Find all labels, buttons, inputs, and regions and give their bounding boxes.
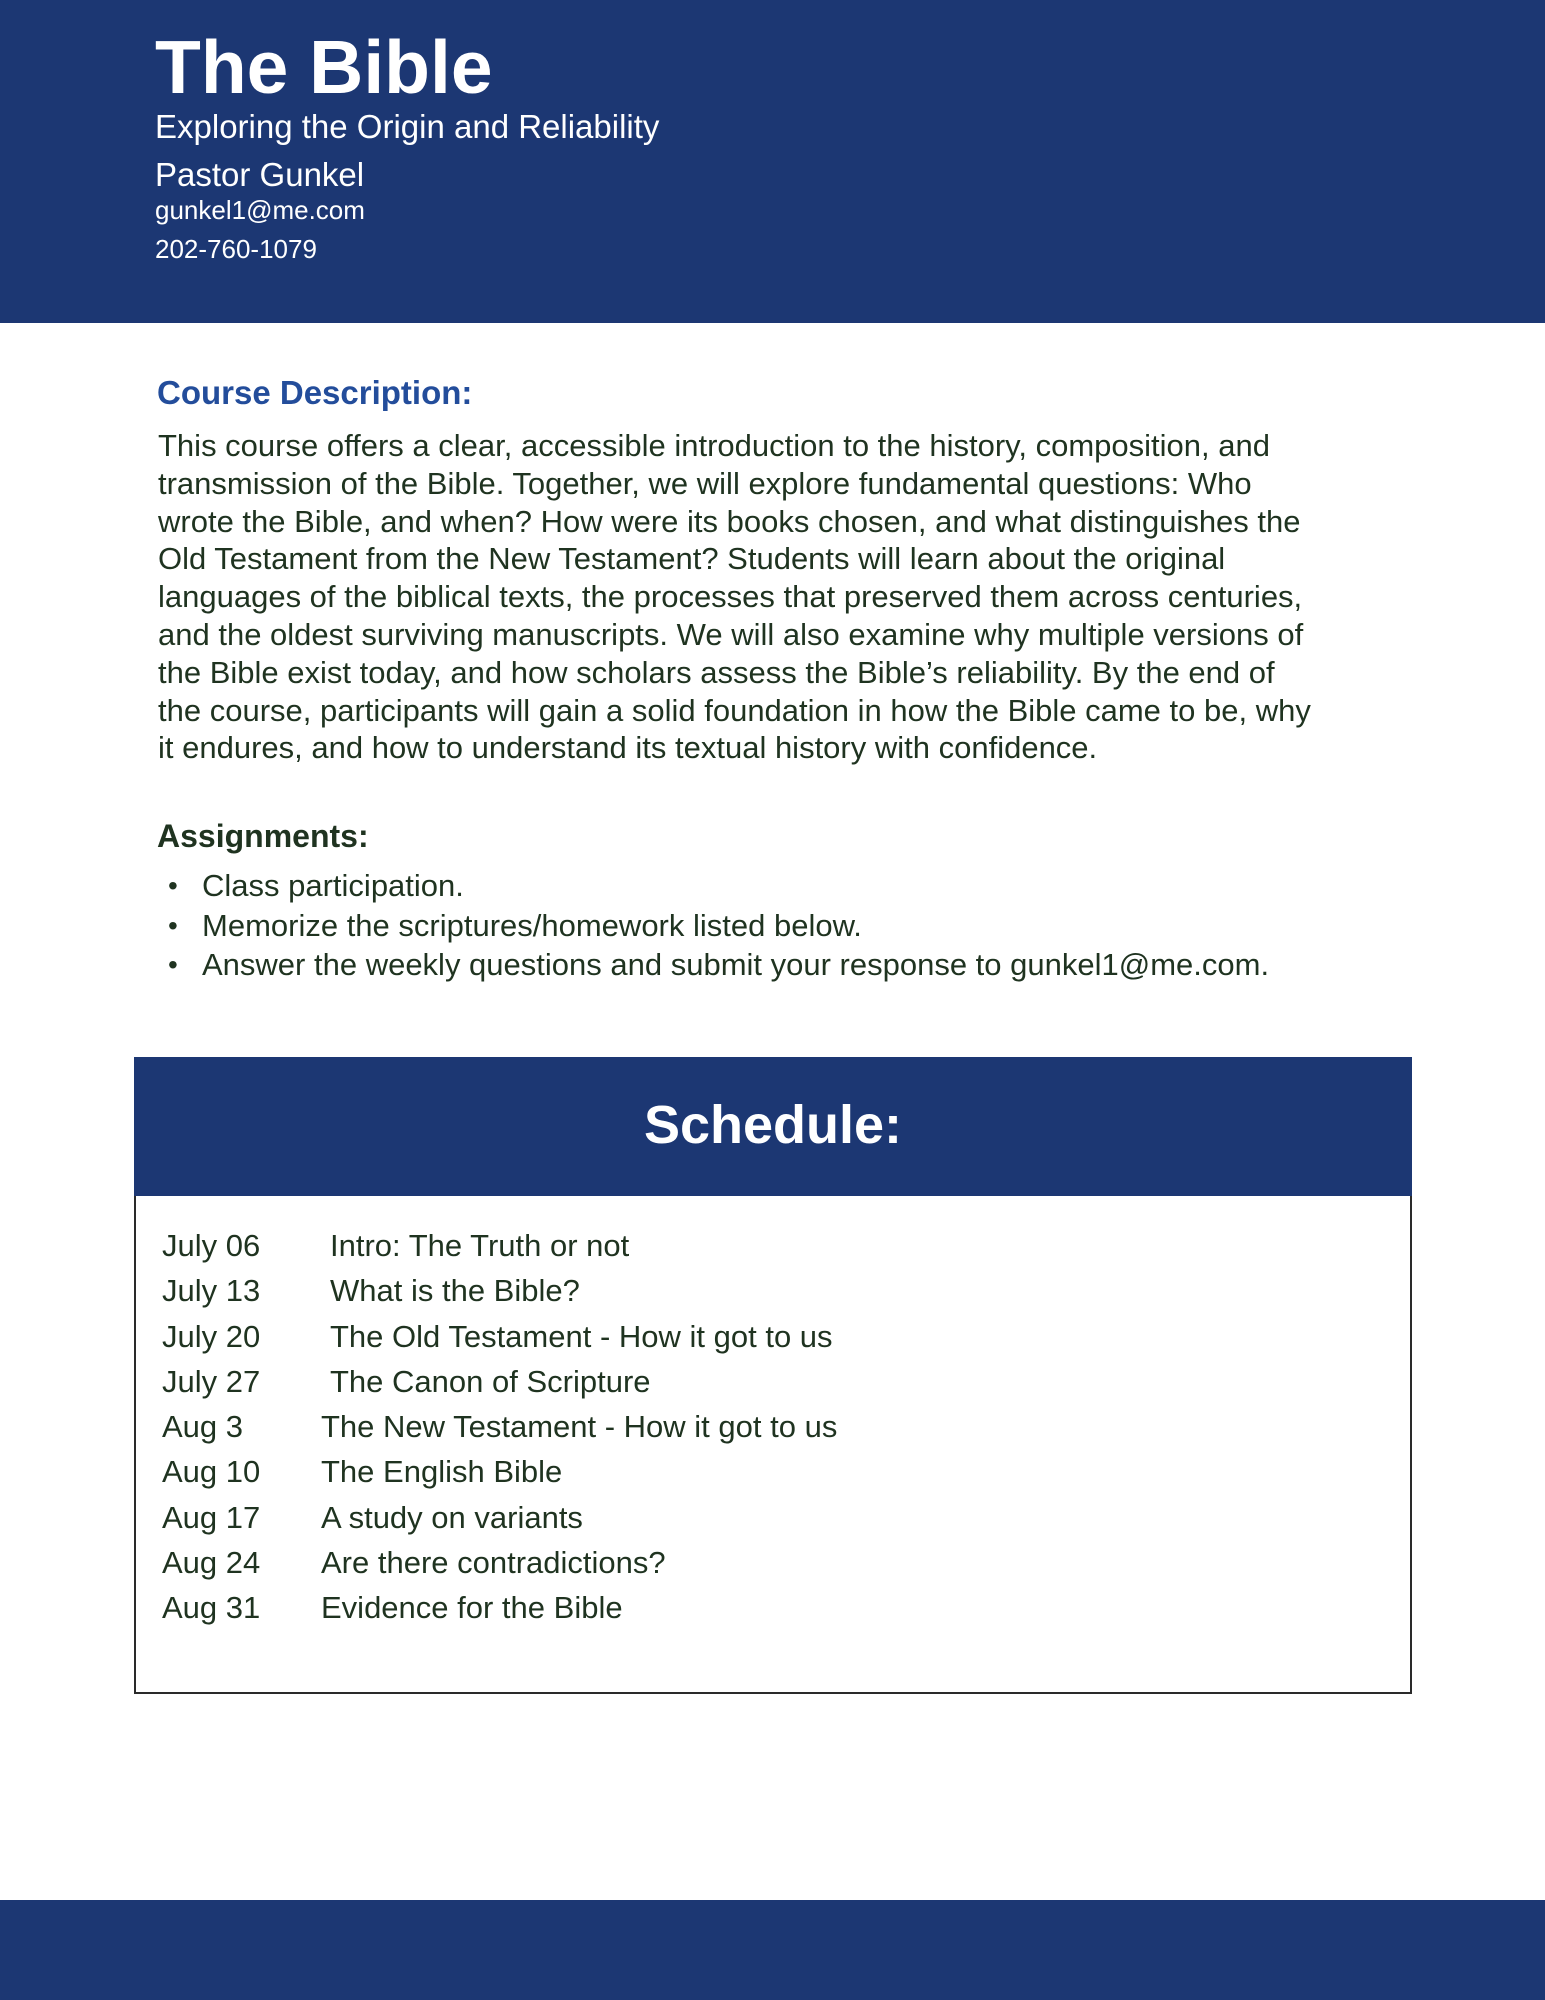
description-line: Old Testament from the New Testament? Students will learn about the original (158, 541, 1226, 577)
description-line: transmission of the Bible. Together, we will explore fundamental questions: Who (158, 465, 1252, 501)
schedule-topic: Are there contradictions? (321, 1545, 666, 1581)
description-line: This course offers a clear, accessible introduction to the history, composition, and (158, 428, 1270, 463)
instructor-email: gunkel1@me.com (155, 195, 365, 225)
assignments-heading: Assignments: (157, 818, 369, 854)
schedule-date: July 06 (162, 1228, 261, 1263)
schedule-topic: What is the Bible? (330, 1273, 580, 1309)
description-line: and the oldest surviving manuscripts. We will also examine why multiple versions of (158, 616, 1304, 652)
schedule-date: Aug 31 (162, 1590, 261, 1626)
instructor-name: Pastor Gunkel (155, 156, 365, 193)
schedule-topic: The Canon of Scripture (330, 1363, 651, 1399)
description-line: languages of the biblical texts, the processes that preserved them across centuries, (158, 579, 1303, 615)
bullet-icon: • (168, 909, 178, 941)
schedule-heading: Schedule: (134, 1057, 1412, 1196)
assignment-text: Answer the weekly questions and submit your response to gunkel1@me.com. (202, 947, 1270, 982)
schedule-topic: Intro: The Truth or not (330, 1228, 630, 1263)
header-band (0, 0, 1545, 323)
assignment-text: Memorize the scriptures/homework listed below. (202, 907, 862, 943)
description-line: the Bible exist today, and how scholars assess the Bible’s reliability. By the end of (158, 654, 1275, 690)
instructor-phone: 202-760-1079 (155, 234, 317, 264)
course-description-body (158, 427, 1398, 767)
schedule-topic: Evidence for the Bible (321, 1590, 623, 1626)
page-title: The Bible (155, 25, 493, 109)
assignments-list (162, 866, 1269, 985)
schedule-topic: The English Bible (321, 1454, 563, 1490)
page-subtitle: Exploring the Origin and Reliability (155, 108, 660, 145)
schedule-topic: A study on variants (321, 1499, 583, 1535)
description-line: wrote the Bible, and when? How were its books chosen, and what distinguishes the (158, 503, 1301, 539)
bullet-icon: • (168, 870, 178, 901)
footer-band (0, 1900, 1545, 2000)
schedule-date: July 20 (162, 1318, 261, 1354)
schedule-topic: The Old Testament - How it got to us (330, 1318, 833, 1354)
schedule-topic: The New Testament - How it got to us (321, 1409, 838, 1445)
assignment-item (162, 906, 1269, 946)
schedule-date: July 13 (162, 1273, 261, 1309)
description-line: it endures, and how to understand its textual history with confidence. (158, 730, 1098, 766)
schedule-date: Aug 3 (162, 1409, 244, 1445)
schedule-date: Aug 17 (162, 1499, 261, 1535)
description-line: the course, participants will gain a solid foundation in how the Bible came to be, why (158, 692, 1311, 728)
assignment-text: Class participation. (202, 868, 464, 903)
schedule-date: Aug 24 (162, 1545, 261, 1581)
schedule-date: Aug 10 (162, 1454, 261, 1490)
course-description-heading: Course Description: (157, 374, 473, 411)
assignment-item (162, 945, 1269, 985)
bullet-icon: • (168, 949, 178, 980)
schedule-date: July 27 (162, 1363, 261, 1399)
schedule-box (134, 1057, 1412, 1694)
assignment-item (162, 866, 1269, 906)
